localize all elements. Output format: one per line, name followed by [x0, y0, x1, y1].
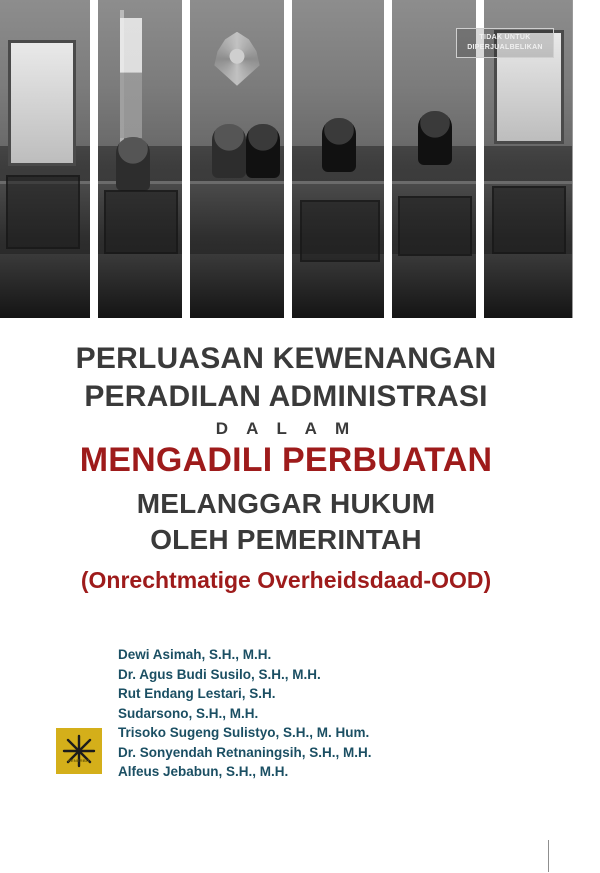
courtroom-scene [0, 0, 90, 318]
title-highlight: MENGADILI PERBUATAN [79, 441, 493, 480]
title-subtitle: (Onrechtmatige Overheidsdaad-OOD) [80, 566, 492, 593]
photo-panel-4 [292, 0, 384, 318]
author-name: Trisoko Sugeng Sulistyo, S.H., M. Hum. [118, 725, 370, 740]
publisher-logo-text: PENERBIT [68, 758, 90, 763]
title-dalam: D A L A M [215, 419, 357, 439]
title-line-4: OLEH PEMERINTAH [150, 523, 422, 555]
courtroom-scene [98, 0, 182, 318]
cover-photo-band [0, 0, 572, 318]
not-for-sale-notice: TIDAK UNTUK DIPERJUALBELIKAN [456, 28, 554, 58]
page-edge-mark [548, 840, 549, 872]
title-line-3: MELANGGAR HUKUM [136, 488, 436, 520]
courtroom-scene [190, 0, 284, 318]
author-name: Sudarsono, S.H., M.H. [118, 705, 259, 721]
author-name: Alfeus Jebabun, S.H., M.H. [118, 764, 289, 779]
spine-divider [572, 0, 573, 318]
author-name: Rut Endang Lestari, S.H. [118, 686, 276, 701]
courtroom-scene [292, 0, 384, 318]
photo-panel-2 [98, 0, 182, 318]
title-block [0, 318, 572, 594]
author-list [118, 645, 372, 782]
author-name: Dr. Sonyendah Retnaningsih, S.H., M.H. [118, 744, 372, 760]
title-line-2: PERADILAN ADMINISTRASI [84, 379, 488, 413]
starburst-icon [59, 731, 99, 771]
photo-panel-3 [190, 0, 284, 318]
author-name: Dr. Agus Budi Susilo, S.H., M.H. [118, 666, 321, 682]
photo-panel-1 [0, 0, 90, 318]
publisher-logo [56, 728, 102, 774]
title-line-1: PERLUASAN KEWENANGAN [75, 342, 497, 375]
author-name: Dewi Asimah, S.H., M.H. [118, 647, 272, 662]
